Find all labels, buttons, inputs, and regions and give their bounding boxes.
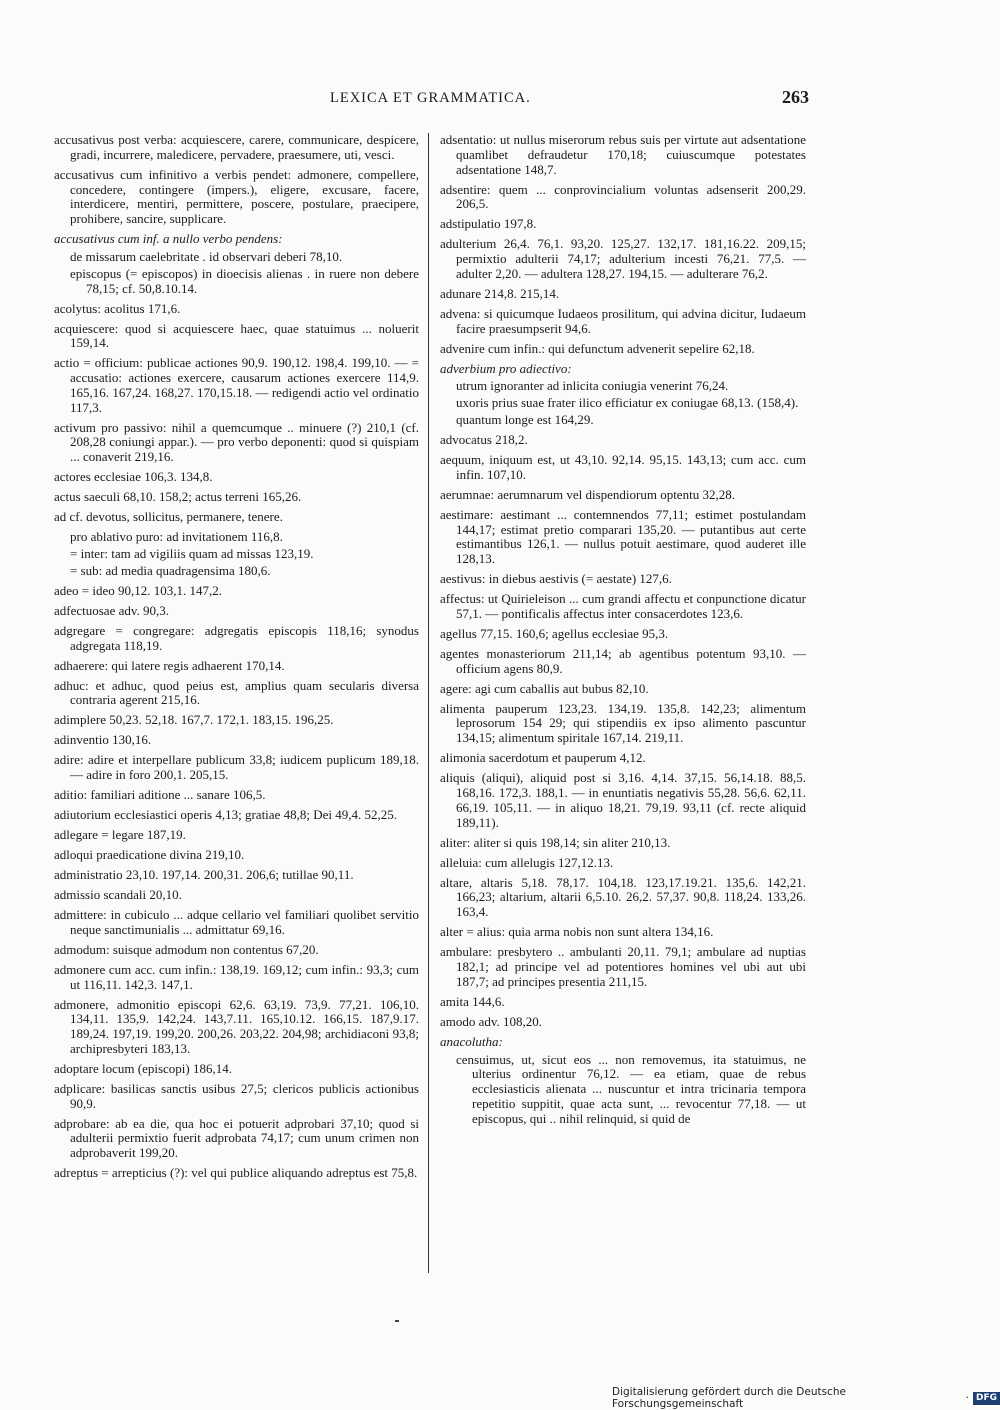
- lexicon-entry: aequum, iniquum est, ut 43,10. 92,14. 95,15. 143,13; cum acc. cum infin. 107,10.: [440, 452, 806, 482]
- lexicon-entry: adinventio 130,16.: [54, 732, 152, 748]
- lexicon-entry: aestimare: aestimant ... contemnendos 77,11; estimet postulandam 144,17; estimat pretio comparari 135,20. — putantibus aut certe estimantibus 126,1. — nullus potuit aestimare, quod auderet ille 128,13.: [440, 506, 806, 567]
- footer-credit: Digitalisierung gefördert durch die Deutsche Forschungsgemeinschaft: [612, 1386, 846, 1410]
- lexicon-entry: aestivus: in diebus aestivis (= aestate) 127,6.: [440, 571, 672, 587]
- lexicon-entry: adloqui praedicatione divina 219,10.: [54, 847, 245, 862]
- sub-entry: uxoris prius suae frater ilico efficiatur ex coniugae 68,13. (158,4).: [456, 395, 799, 411]
- column-divider: [428, 133, 429, 1273]
- lexicon-entry: alimonia sacerdotum et pauperum 4,12.: [440, 750, 646, 766]
- lexicon-entry: actus saeculi 68,10. 158,2; actus terreni 165,26.: [54, 489, 302, 505]
- entry-heading: adverbium pro adiectivo:: [440, 360, 572, 376]
- sub-entry: censuimus, ut, sicut eos ... non removemus, ita statuimus, ne ulterius ordinentur 76,12. — ea etiam, quae de rebus ecclesiasticis alienata ... nuscuntur et intra tricinaria tempora repetitio suppitit, quae acta sunt, ... revocentur 77,18. — ut episcopus, qui .. nihil relinquid, si quid de: [456, 1051, 806, 1126]
- page-number: 263: [782, 87, 809, 107]
- lexicon-entry: adiutorium ecclesiastici operis 4,13; gratiae 48,8; Dei 49,4. 52,25.: [54, 807, 397, 823]
- lexicon-entry: adire: adire et interpellare publicum 33,8; iudicem puplicum 189,18. — adire in foro 200,1. 205,15.: [54, 752, 419, 783]
- footer-separator: ·: [965, 1392, 969, 1404]
- lexicon-entry: acolytus: acolitus 171,6.: [54, 300, 181, 316]
- lexicon-entry: aditio: familiari aditione ... sanare 106,5.: [54, 787, 266, 803]
- lexicon-entry: ad cf. devotus, sollicitus, permanere, tenere.: [54, 509, 283, 525]
- footer: [612, 1386, 1000, 1410]
- lexicon-entry: adplicare: basilicas sanctis usibus 27,5; clericos publicis actionibus 90,9.: [54, 1080, 419, 1111]
- lexicon-entry: admodum: suisque admodum non contentus 67,20.: [54, 941, 319, 957]
- lexicon-entry: admissio scandali 20,10.: [54, 886, 182, 902]
- lexicon-entry: adimplere 50,23. 52,18. 167,7. 172,1. 183,15. 196,25.: [54, 712, 334, 728]
- lexicon-entry: advocatus 218,2.: [440, 432, 528, 448]
- sub-entry: quantum longe est 164,29.: [456, 412, 594, 428]
- lexicon-entry: adoptare locum (episcopi) 186,14.: [54, 1060, 232, 1076]
- lexicon-entry: admittere: in cubiculo ... adque cellario vel familiari quolibet servitio neque sanctimunialis ... admittatur 69,16.: [54, 906, 419, 937]
- lexicon-entry: administratio 23,10. 197,14. 200,31. 206,6; tutillae 90,11.: [54, 866, 354, 882]
- lexicon-entry: acquiescere: quod si acquiescere haec, quae statuimus ... noluerit 159,14.: [54, 320, 419, 351]
- lexicon-entry: alter = alius: quia arma nobis non sunt altera 134,16.: [440, 924, 714, 940]
- lexicon-entry: aerumnae: aerumnarum vel dispendiorum optentu 32,28.: [440, 486, 735, 502]
- lexicon-entry: aliter: aliter si quis 198,14; sin aliter 210,13.: [440, 834, 671, 850]
- lexicon-entry: adlegare = legare 187,19.: [54, 827, 186, 843]
- lexicon-entry: agere: agi cum caballis aut bubus 82,10.: [440, 680, 649, 696]
- lexicon-entry: admonere, admonitio episcopi 62,6. 63,19. 73,9. 77,21. 106,10. 134,11. 135,9. 142,24. 143,7.11. 165,10.12. 166,15. 187,9.17. 189,24. 197,19. 199,20. 200,26. 203,22. 204,98; archidiaconi 93,8; archipresbyteri 183,13.: [54, 996, 419, 1056]
- sub-entry: = inter: tam ad vigiliis quam ad missas 123,19.: [70, 546, 314, 561]
- lexicon-entry: amodo adv. 108,20.: [440, 1013, 543, 1029]
- sub-entry: = sub: ad media quadragensima 180,6.: [70, 562, 271, 578]
- lexicon-entry: adgregare = congregare: adgregatis episcopis 118,16; synodus adgregata 118,19.: [54, 622, 419, 653]
- lexicon-entry: adulterium 26,4. 76,1. 93,20. 125,27. 132,17. 181,16.22. 209,15; permixtio adulterii 74,17; adulterium incesti 76,21. 77,5. — adulter 2,20. — adultera 128,27. 194,15. — adulterare 76,2.: [440, 236, 806, 281]
- running-title: LEXICA ET GRAMMATICA.: [330, 90, 531, 106]
- lexicon-entry: agentes monasteriorum 211,14; ab agentibus potentum 93,10. — officium agens 80,9.: [440, 645, 806, 676]
- lexicon-entry: adsentire: quem ... conprovincialium voluntas adsenserit 200,29. 206,5.: [440, 181, 806, 212]
- lexicon-entry: advena: si quicumque Iudaeos prosilitum, qui advina dicitur, Iudaeum facire praesumpserit 94,6.: [440, 305, 806, 336]
- lexicon-entry: alleluia: cum allelugis 127,12.13.: [440, 854, 614, 870]
- lexicon-entry: adhuc: et adhuc, quod peius est, amplius quam secularis diversa contraria agerent 215,16.: [54, 677, 419, 708]
- lexicon-entry: adeo = ideo 90,12. 103,1. 147,2.: [54, 582, 223, 598]
- lexicon-entry: altare, altaris 5,18. 78,17. 104,18. 123,17.19.21. 135,6. 142,21. 166,23; altarium, altarii 6,5.10. 26,2. 57,37. 90,8. 118,24. 133,26. 163,4.: [440, 874, 806, 920]
- dfg-logo: DFG: [973, 1392, 1000, 1405]
- sub-entry: de missarum caelebritate . id observari deberi 78,10.: [70, 248, 343, 264]
- sub-entry: pro ablativo puro: ad invitationem 116,8.: [70, 529, 283, 545]
- lexicon-entry: ambulare: presbytero .. ambulanti 20,11. 79,1; ambulare ad nuptias 182,1; ad principe vel ad potentiores homines vel ubi aut ubi 187,7; ad principes presentia 211,15.: [440, 944, 806, 989]
- page-mark: [395, 1320, 399, 1322]
- lexicon-entry: adprobare: ab ea die, qua hoc ei potuerit adprobari 37,10; quod si adulterii permixtio fuerit adprobata 74,17; cum unum crimen non adprobaverit 199,20.: [54, 1115, 419, 1161]
- lexicon-entry: accusativus cum infinitivo a verbis pendet: admonere, compellere, concedere, contingere (impers.), eligere, excusare, facere, interdicere, mentiri, permittere, poscere, postulare, praecipere, prohibere, sancire, supplicare.: [54, 166, 419, 227]
- lexicon-entry: adunare 214,8. 215,14.: [440, 285, 560, 301]
- lexicon-entry: advenire cum infin.: qui defunctum advenerit sepelire 62,18.: [440, 340, 755, 356]
- sub-entry: episcopus (= episcopos) in dioecisis alienas . in ruere non debere 78,15; cf. 50,8.10.14.: [70, 265, 419, 296]
- lexicon-entry: amita 144,6.: [440, 993, 505, 1009]
- left-column: [54, 133, 419, 1186]
- lexicon-entry: agellus 77,15. 160,6; agellus ecclesiae 95,3.: [440, 625, 669, 641]
- lexicon-entry: aliquis (aliqui), aliquid post si 3,16. 4,14. 37,15. 56,14.18. 88,5. 168,16. 172,3. 188,1. — in enuntiatis negativis 55,28. 56,6. 62,11. 66,19. 105,11. — in aliquo 18,21. 79,19. 93,11 (cf. recte aliquid 189,11).: [440, 770, 806, 830]
- lexicon-entry: adstipulatio 197,8.: [440, 216, 537, 232]
- lexicon-entry: accusativus post verba: acquiescere, carere, communicare, despicere, gradi, incurrere, maledicere, pervadere, praesumere, uti, vesci.: [54, 132, 419, 162]
- right-column: [440, 133, 806, 1132]
- lexicon-entry: alimenta pauperum 123,23. 134,19. 135,8. 142,23; alimentum leprosorum 154 29; qui stipendiis ex ipso alimento pascuntur 134,15; alimentum spiritale 167,14. 219,11.: [440, 700, 806, 746]
- lexicon-entry: adreptus = arrepticius (?): vel qui publice aliquando adreptus est 75,8.: [54, 1165, 418, 1181]
- sub-entry: utrum ignoranter ad inlicita coniugia venerint 76,24.: [456, 378, 729, 394]
- entry-heading: accusativus cum inf. a nullo verbo pendens:: [54, 231, 283, 247]
- lexicon-entry: adhaerere: qui latere regis adhaerent 170,14.: [54, 657, 285, 673]
- lexicon-entry: actio = officium: publicae actiones 90,9. 190,12. 198,4. 199,10. — = accusatio: actiones exercere, causarum actiones exercere 114,9. 165,16. 167,24. 168,27. 170,15.18. — redigendi actio vel ordinatio 117,3.: [54, 355, 419, 415]
- lexicon-entry: activum pro passivo: nihil a quemcumque .. minuere (?) 210,1 (cf. 208,28 coniungi appar.). — pro verbo deponenti: quod si quispiam ... conaverit 219,16.: [54, 419, 419, 465]
- lexicon-entry: admonere cum acc. cum infin.: 138,19. 169,12; cum infin.: 93,3; cum ut 116,11. 142,3. 147,1.: [54, 961, 419, 992]
- lexicon-entry: affectus: ut Quirieleison ... cum grandi affectu et conpunctione dicatur 57,1. — pontificalis affectus inter consacerdotes 123,6.: [440, 591, 806, 621]
- page-header: [0, 88, 1000, 112]
- entry-heading: anacolutha:: [440, 1033, 503, 1049]
- lexicon-entry: adsentatio: ut nullus miserorum rebus suis per virtute aut adsentatione quamlibet defraudetur 170,18; cuiuscumque potestates adsentatione 148,7.: [440, 132, 806, 177]
- lexicon-entry: actores ecclesiae 106,3. 134,8.: [54, 469, 213, 485]
- lexicon-entry: adfectuosae adv. 90,3.: [54, 602, 170, 618]
